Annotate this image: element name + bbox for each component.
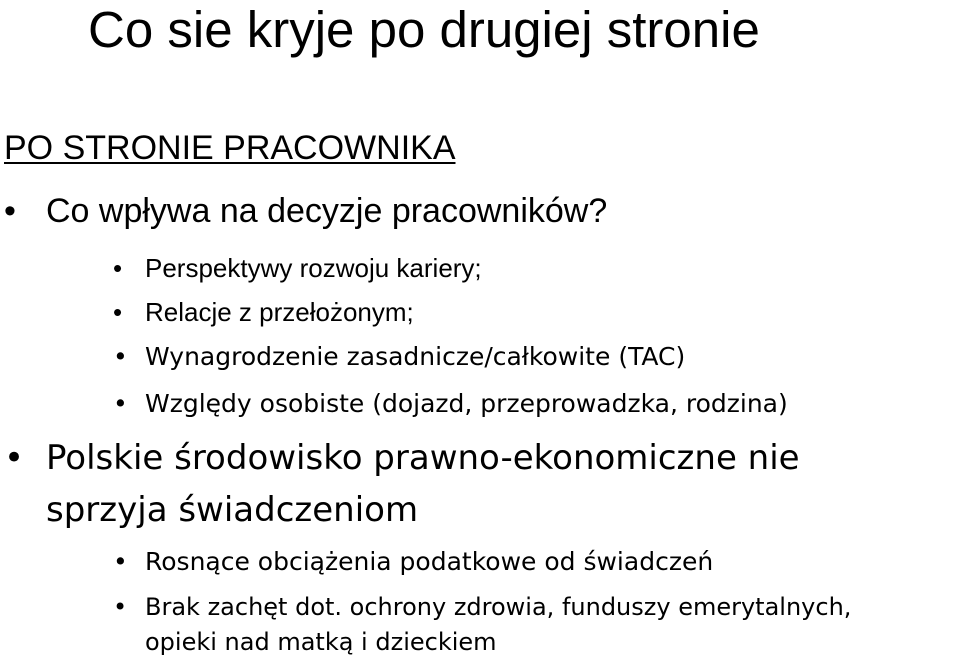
slide-title: Co sie kryje po drugiej stronie: [88, 1, 760, 58]
bullet-icon: •: [113, 297, 123, 327]
bullet-icon: •: [113, 547, 128, 576]
sub-bullet-text: Brak zachęt dot. ochrony zdrowia, funduszy emerytalnych,: [145, 593, 852, 621]
section-heading: PO STRONIE PRACOWNIKA: [4, 129, 456, 167]
bullet-icon: •: [113, 389, 128, 418]
sub-bullet-continuation: opieki nad matką i dzieckiem: [145, 628, 497, 656]
bullet-icon: •: [4, 438, 25, 478]
sub-bullet-text: Względy osobiste (dojazd, przeprowadzka, rodzina): [145, 389, 788, 418]
bullet-icon: •: [4, 192, 16, 230]
bullet-text-line-1: Polskie środowisko prawno-ekonomiczne nie: [46, 438, 800, 478]
sub-bullet-text: Relacje z przełożonym;: [145, 297, 414, 327]
bullet-icon: •: [113, 253, 123, 283]
bullet-text-line-2: sprzyja świadczeniom: [46, 490, 419, 530]
bullet-icon: •: [113, 342, 128, 371]
sub-bullet-text: Rosnące obciążenia podatkowe od świadczeń: [145, 547, 714, 576]
sub-bullet-text: Perspektywy rozwoju kariery;: [145, 253, 482, 283]
bullet-icon: •: [113, 593, 128, 621]
bullet-text: Co wpływa na decyzje pracowników?: [46, 192, 608, 230]
sub-bullet-text: Wynagrodzenie zasadnicze/całkowite (TAC): [145, 342, 686, 371]
